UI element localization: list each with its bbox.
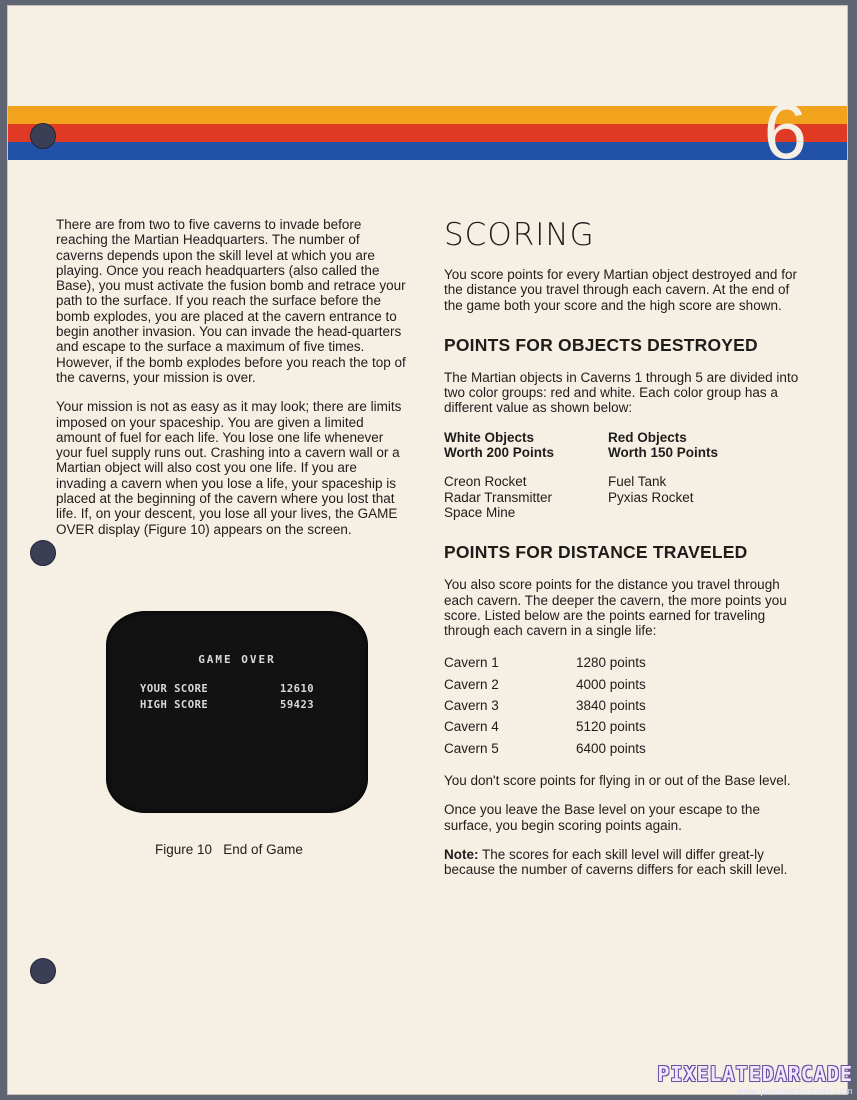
caverns-paragraph: There are from two to five caverns to invade before reaching the Martian Headquarters. The number of caverns depends upon the skill level at which you are playing. Once you reach headquarters (also called the Base), you must activate the fusion bomb and retrace your path to the surface. If you reach the surface before the bomb explodes, you are placed at the cavern entrance to begin another invasion. You can invade the head-quarters and escape to the surface a maximum of five times. However, if the bomb explodes before you reach the top of the caverns, your mission is over. xyxy=(56,217,406,385)
cavern-name: Cavern 5 xyxy=(444,740,499,756)
figure-10-screen xyxy=(106,611,368,813)
scoring-intro: You score points for every Martian object destroyed and for the distance you travel through each cavern. At the end of the game both your score and the high score are shown. xyxy=(444,267,797,313)
cavern-points-table xyxy=(444,652,804,758)
blue-stripe xyxy=(8,142,847,160)
scoring-title: SCORING xyxy=(444,217,595,253)
right-column xyxy=(444,217,804,891)
cavern-points: 1280 points xyxy=(576,655,646,671)
white-objects-heading xyxy=(444,430,608,461)
table-row xyxy=(444,674,804,695)
manual-page xyxy=(8,6,847,1094)
red-objects-list xyxy=(608,474,788,520)
white-heading-line2: Worth 200 Points xyxy=(444,445,555,461)
note-text: The scores for each skill level will differ great-ly because the number of caverns differs for each skill level. xyxy=(444,846,788,878)
cavern-name: Cavern 1 xyxy=(444,655,499,671)
white-objects-list xyxy=(444,474,608,520)
watermark xyxy=(657,1062,853,1096)
list-item: Pyxias Rocket xyxy=(608,489,694,505)
binder-hole-middle xyxy=(30,540,56,566)
note-label: Note: xyxy=(444,846,479,862)
table-row xyxy=(444,738,804,759)
table-row xyxy=(444,716,804,737)
orange-stripe xyxy=(8,106,847,124)
left-column xyxy=(56,217,410,551)
your-score-value: 12610 xyxy=(280,683,315,695)
distance-heading: POINTS FOR DISTANCE TRAVELED xyxy=(444,542,748,563)
your-score-label: YOUR SCORE xyxy=(140,683,209,695)
objects-intro: The Martian objects in Caverns 1 through 5 are divided into two color groups: red and white. Each color group has a different value as shown below: xyxy=(444,369,799,416)
list-item: Creon Rocket xyxy=(444,474,527,490)
base-note: You don't score points for flying in or out of the Base level. xyxy=(444,772,791,788)
watermark-logo: PIXELATEDARCADE xyxy=(657,1062,853,1086)
high-score-value: 59423 xyxy=(280,699,315,711)
red-objects-heading xyxy=(608,430,788,461)
escape-note: Once you leave the Base level on your escape to the surface, you begin scoring points again. xyxy=(444,802,760,833)
red-stripe xyxy=(8,124,847,142)
game-over-text: GAME OVER xyxy=(198,653,276,666)
cavern-name: Cavern 3 xyxy=(444,698,499,714)
binder-hole-bottom xyxy=(30,958,56,984)
cavern-points: 5120 points xyxy=(576,719,646,735)
table-row xyxy=(444,652,804,673)
watermark-url: www.pixelatedarcade.com xyxy=(736,1086,853,1096)
list-item: Fuel Tank xyxy=(608,474,667,490)
skill-level-note xyxy=(444,847,804,878)
object-lists xyxy=(444,474,804,520)
red-heading-line1: Red Objects xyxy=(608,429,687,445)
cavern-points: 3840 points xyxy=(576,698,646,714)
distance-intro: You also score points for the distance you travel through each cavern. The deeper the cavern, the more points you score. Listed below are the points earned for traveling through each cavern in a single life: xyxy=(444,577,787,639)
cavern-name: Cavern 2 xyxy=(444,676,499,692)
mission-paragraph: Your mission is not as easy as it may look; there are limits imposed on your spaceship. You are given a limited amount of fuel for each life. You lose one life whenever your fuel supply runs out. Crashing into a cavern wall or a Martian object will also cost you one life. If you are invading a cavern when you lose a life, your spaceship is placed at the beginning of the cavern where you lost that life. If, on your descent, you lose all your lives, the GAME OVER display (Figure 10) appears on the screen. xyxy=(56,399,402,537)
high-score-label: HIGH SCORE xyxy=(140,699,209,711)
figure-caption: Figure 10 End of Game xyxy=(155,842,303,857)
tv-screen xyxy=(106,611,368,813)
cavern-points: 4000 points xyxy=(576,676,646,692)
red-heading-line2: Worth 150 Points xyxy=(608,445,719,461)
table-row xyxy=(444,695,804,716)
list-item: Radar Transmitter xyxy=(444,489,553,505)
object-value-headings xyxy=(444,430,804,461)
objects-heading: POINTS FOR OBJECTS DESTROYED xyxy=(444,334,758,355)
list-item: Space Mine xyxy=(444,504,516,520)
white-heading-line1: White Objects xyxy=(444,429,535,445)
header-stripes xyxy=(8,106,847,160)
binder-hole-top xyxy=(30,123,56,149)
cavern-name: Cavern 4 xyxy=(444,719,499,735)
chapter-number: 6 xyxy=(763,87,807,175)
cavern-points: 6400 points xyxy=(576,740,646,756)
